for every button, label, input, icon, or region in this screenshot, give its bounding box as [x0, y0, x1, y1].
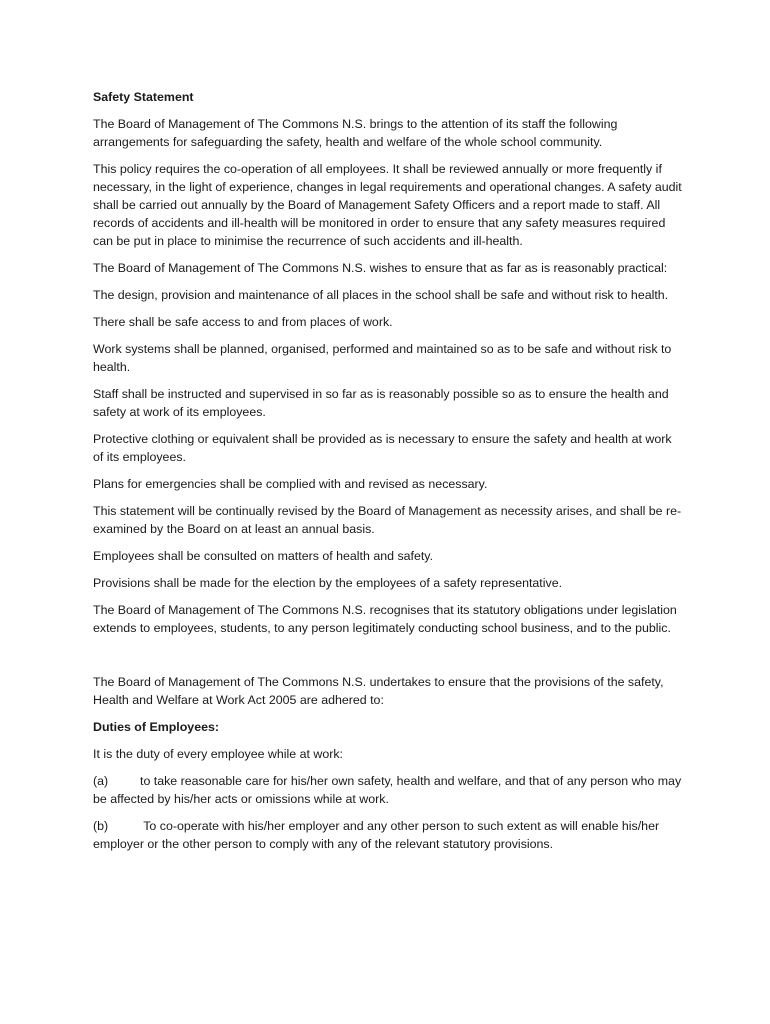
duty-item [93, 817, 683, 853]
duty-label: (b) [93, 819, 109, 833]
paragraph: Protective clothing or equivalent shall be provided as is necessary to ensure the safety and health at work of its employees. [93, 432, 672, 464]
paragraph: Provisions shall be made for the election by the employees of a safety representative. [93, 576, 563, 590]
duties-heading: Duties of Employees: [93, 720, 219, 734]
paragraph: The Board of Management of The Commons N.S. brings to the attention of its staff the following arrangements for safeguarding the safety, health and welfare of the whole school community. [93, 117, 618, 149]
paragraph: The Board of Management of The Commons N.S. recognises that its statutory obligations under legislation extends to employees, students, to any person legitimately conducting school business, and to the public. [93, 603, 677, 635]
blank-line [93, 646, 683, 673]
paragraph: There shall be safe access to and from places of work. [93, 315, 393, 329]
duty-item [93, 772, 683, 808]
paragraph: The Board of Management of The Commons N.S. wishes to ensure that as far as is reasonably practical: [93, 261, 668, 275]
duty-text: To co-operate with his/her employer and any other person to such extent as will enable his/her employer or the other person to comply with any of the relevant statutory provisions. [93, 819, 660, 851]
paragraph: Work systems shall be planned, organised, performed and maintained so as to be safe and without risk to health. [93, 342, 672, 374]
paragraph: This statement will be continually revised by the Board of Management as necessity arises, and shall be re-examined by the Board on at least an annual basis. [93, 504, 682, 536]
paragraph: The design, provision and maintenance of all places in the school shall be safe and without risk to health. [93, 288, 669, 302]
paragraph: Staff shall be instructed and supervised in so far as is reasonably possible so as to ensure the health and safety at work of its employees. [93, 387, 669, 419]
undertaking-paragraph: The Board of Management of The Commons N.S. undertakes to ensure that the provisions of the safety, Health and Welfare at Work Act 2005 are adhered to: [93, 675, 664, 707]
paragraph: This policy requires the co-operation of all employees. It shall be reviewed annually or more frequently if necessary, in the light of experience, changes in legal requirements and operational changes. A safety audit shall be carried out annually by the Board of Management Safety Officers and a report made to staff. All records of accidents and ill-health will be monitored in order to ensure that any safety measures required can be put in place to minimise the recurrence of such accidents and ill-health. [93, 162, 682, 248]
duty-label: (a) [93, 774, 109, 788]
document-title: Safety Statement [93, 90, 194, 104]
duty-text: to take reasonable care for his/her own safety, health and welfare, and that of any person who may be affected by his/her acts or omissions while at work. [93, 774, 682, 806]
document-page [93, 88, 683, 862]
paragraph: Employees shall be consulted on matters of health and safety. [93, 549, 434, 563]
paragraph: Plans for emergencies shall be complied with and revised as necessary. [93, 477, 488, 491]
duties-intro: It is the duty of every employee while at work: [93, 747, 343, 761]
